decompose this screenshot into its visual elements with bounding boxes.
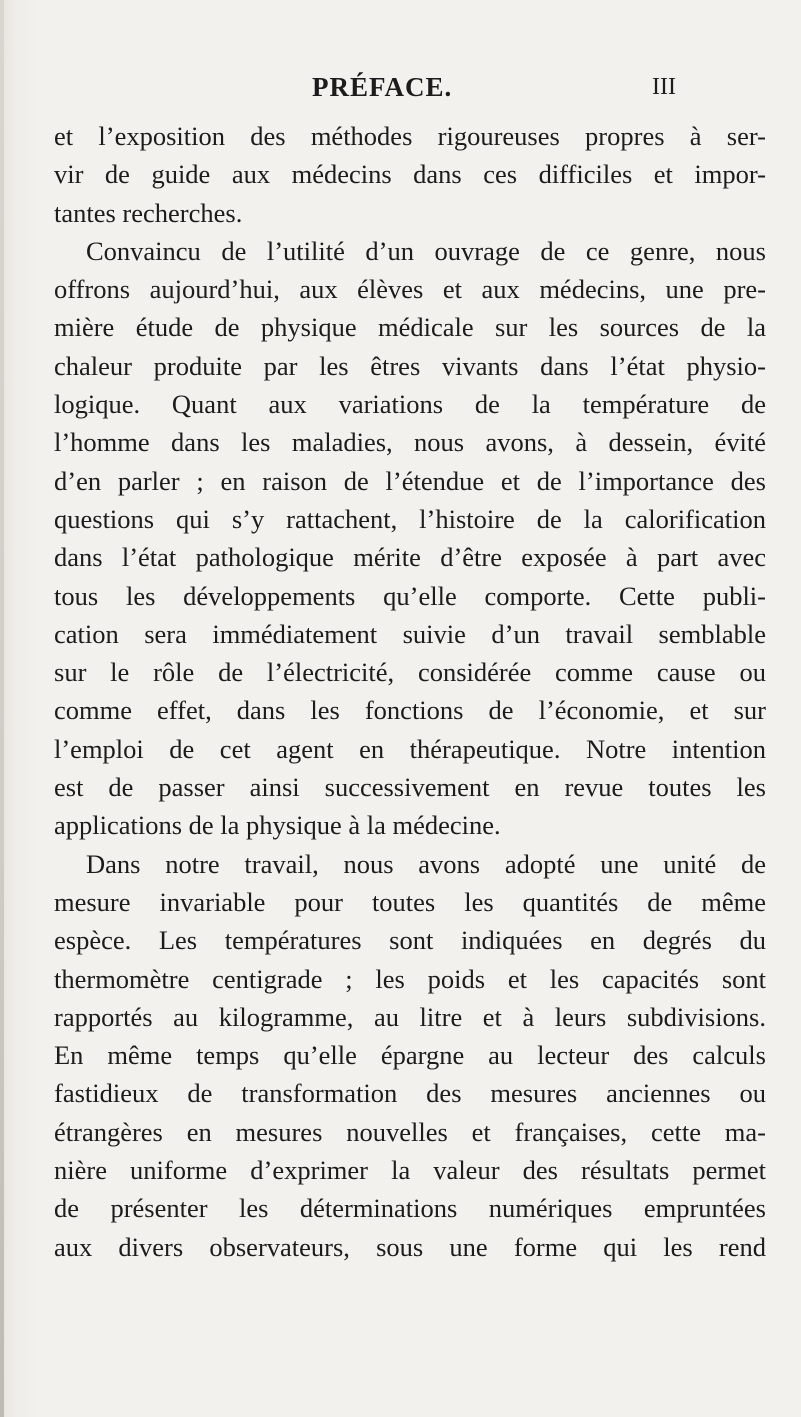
text-line: nière uniforme d’exprimer la valeur des résultats permet bbox=[54, 1155, 766, 1186]
page-header bbox=[0, 72, 801, 112]
text-line: aux divers observateurs, sous une forme qui les rend bbox=[54, 1231, 766, 1262]
text-line: dans l’état pathologique mérite d’être exposée à part avec bbox=[54, 542, 766, 573]
text-line: tous les développements qu’elle comporte. Cette publi- bbox=[54, 580, 766, 611]
text-line: logique. Quant aux variations de la température de bbox=[54, 389, 766, 420]
text-line: l’homme dans les maladies, nous avons, à dessein, évité bbox=[54, 427, 766, 458]
text-line: espèce. Les températures sont indiquées en degrés du bbox=[54, 925, 766, 956]
text-line: chaleur produite par les êtres vivants dans l’état physio- bbox=[54, 350, 766, 381]
text-line: offrons aujourd’hui, aux élèves et aux médecins, une pre- bbox=[54, 274, 766, 305]
text-line: est de passer ainsi successivement en revue toutes les bbox=[54, 772, 766, 803]
paragraph-start-line: Dans notre travail, nous avons adopté une unité de bbox=[86, 848, 766, 879]
text-line: thermomètre centigrade ; les poids et les capacités sont bbox=[54, 963, 766, 994]
text-line: questions qui s’y rattachent, l’histoire de la calorification bbox=[54, 503, 766, 534]
page-number: III bbox=[652, 74, 676, 100]
text-line: fastidieux de transformation des mesures anciennes ou bbox=[54, 1078, 766, 1109]
text-line: mesure invariable pour toutes les quantités de même bbox=[54, 886, 766, 917]
text-line: l’emploi de cet agent en thérapeutique. Notre intention bbox=[54, 733, 766, 764]
text-line: rapportés au kilogramme, au litre et à leurs subdivisions. bbox=[54, 1001, 766, 1032]
text-line: applications de la physique à la médecine. bbox=[54, 810, 501, 841]
text-line: de présenter les déterminations numériques empruntées bbox=[54, 1193, 766, 1224]
text-line: mière étude de physique médicale sur les sources de la bbox=[54, 312, 766, 343]
text-line: comme effet, dans les fonctions de l’économie, et sur bbox=[54, 695, 766, 726]
text-line: vir de guide aux médecins dans ces difficiles et impor- bbox=[54, 159, 766, 190]
body-text bbox=[54, 117, 766, 1266]
text-line: sur le rôle de l’électricité, considérée comme cause ou bbox=[54, 657, 766, 688]
text-line: et l’exposition des méthodes rigoureuses propres à ser- bbox=[54, 121, 766, 151]
text-line: En même temps qu’elle épargne au lecteur des calculs bbox=[54, 1040, 766, 1071]
text-line: tantes recherches. bbox=[54, 197, 243, 228]
text-line: d’en parler ; en raison de l’étendue et de l’importance des bbox=[54, 465, 766, 496]
running-title: PRÉFACE. bbox=[312, 72, 453, 102]
text-line: cation sera immédiatement suivie d’un travail semblable bbox=[54, 618, 766, 649]
binding-edge bbox=[0, 0, 4, 1417]
text-line: étrangères en mesures nouvelles et françaises, cette ma- bbox=[54, 1116, 766, 1147]
paragraph-start-line: Convaincu de l’utilité d’un ouvrage de ce genre, nous bbox=[86, 235, 766, 266]
